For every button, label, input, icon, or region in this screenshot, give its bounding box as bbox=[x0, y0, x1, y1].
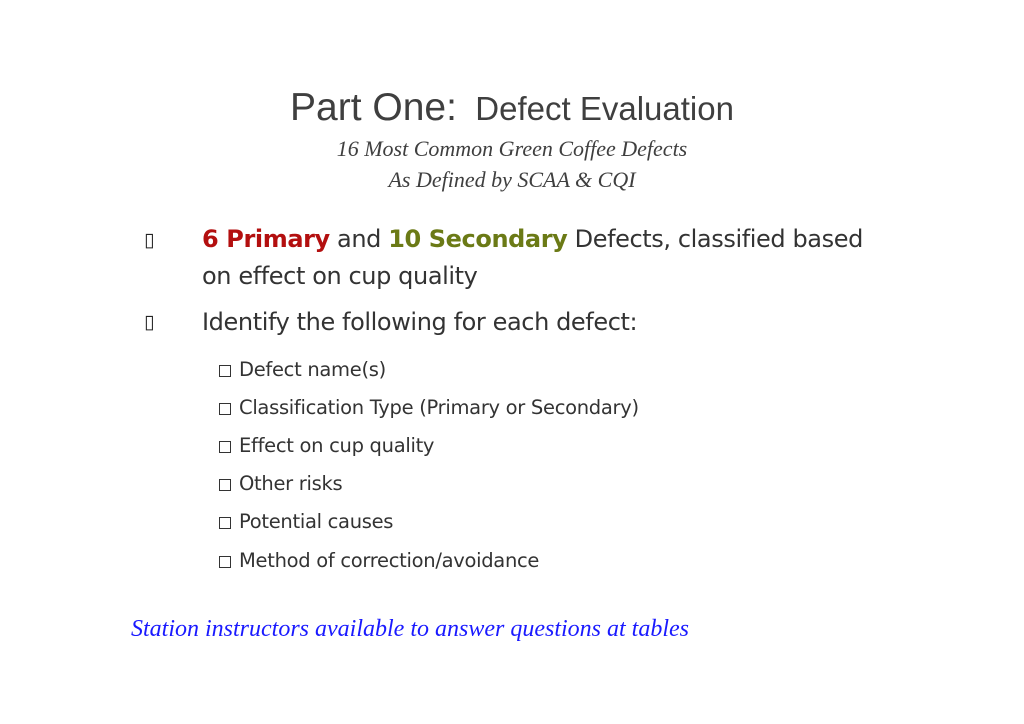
subtitle-line-1: 16 Most Common Green Coffee Defects bbox=[336, 136, 688, 161]
checklist-item-label: Defect name(s) bbox=[239, 357, 386, 381]
checkbox-icon bbox=[219, 479, 231, 491]
footer-note: Station instructors available to answer questions at tables bbox=[131, 616, 689, 642]
slide-title bbox=[0, 86, 1024, 130]
checklist-item bbox=[219, 503, 639, 541]
checkbox-icon bbox=[219, 556, 231, 568]
bullet-1-and: and bbox=[329, 225, 389, 253]
bullet-2-text: Identify the following for each defect: bbox=[202, 308, 638, 336]
checklist-item-label: Classification Type (Primary or Secondary) bbox=[239, 395, 639, 419]
bullet-marker-icon: ▯ bbox=[144, 311, 155, 333]
title-part: Part One: bbox=[290, 86, 457, 129]
defect-checklist bbox=[219, 350, 639, 579]
checkbox-icon bbox=[219, 441, 231, 453]
checklist-item bbox=[219, 388, 639, 426]
bullet-1-line-2: on effect on cup quality bbox=[202, 262, 478, 290]
checklist-item-label: Other risks bbox=[239, 472, 343, 496]
primary-count: 6 Primary bbox=[202, 225, 330, 253]
checkbox-icon bbox=[219, 365, 231, 377]
checklist-item bbox=[219, 541, 639, 579]
secondary-count: 10 Secondary bbox=[388, 225, 568, 253]
bullet-1-line-1 bbox=[202, 225, 863, 253]
checklist-item-label: Method of correction/avoidance bbox=[239, 548, 540, 572]
checkbox-icon bbox=[219, 517, 231, 529]
bullet-1-rest: Defects, classified based bbox=[567, 225, 863, 253]
bullet-marker-icon: ▯ bbox=[144, 229, 155, 251]
title-topic: Defect Evaluation bbox=[475, 90, 734, 127]
checklist-item bbox=[219, 465, 639, 503]
checklist-item bbox=[219, 426, 639, 464]
checkbox-icon bbox=[219, 403, 231, 415]
subtitle-line-2: As Defined by SCAA & CQI bbox=[388, 167, 636, 192]
checklist-item bbox=[219, 350, 639, 388]
title-topic-spacer bbox=[457, 90, 475, 127]
checklist-item-label: Effect on cup quality bbox=[239, 433, 435, 457]
checklist-item-label: Potential causes bbox=[239, 510, 394, 534]
